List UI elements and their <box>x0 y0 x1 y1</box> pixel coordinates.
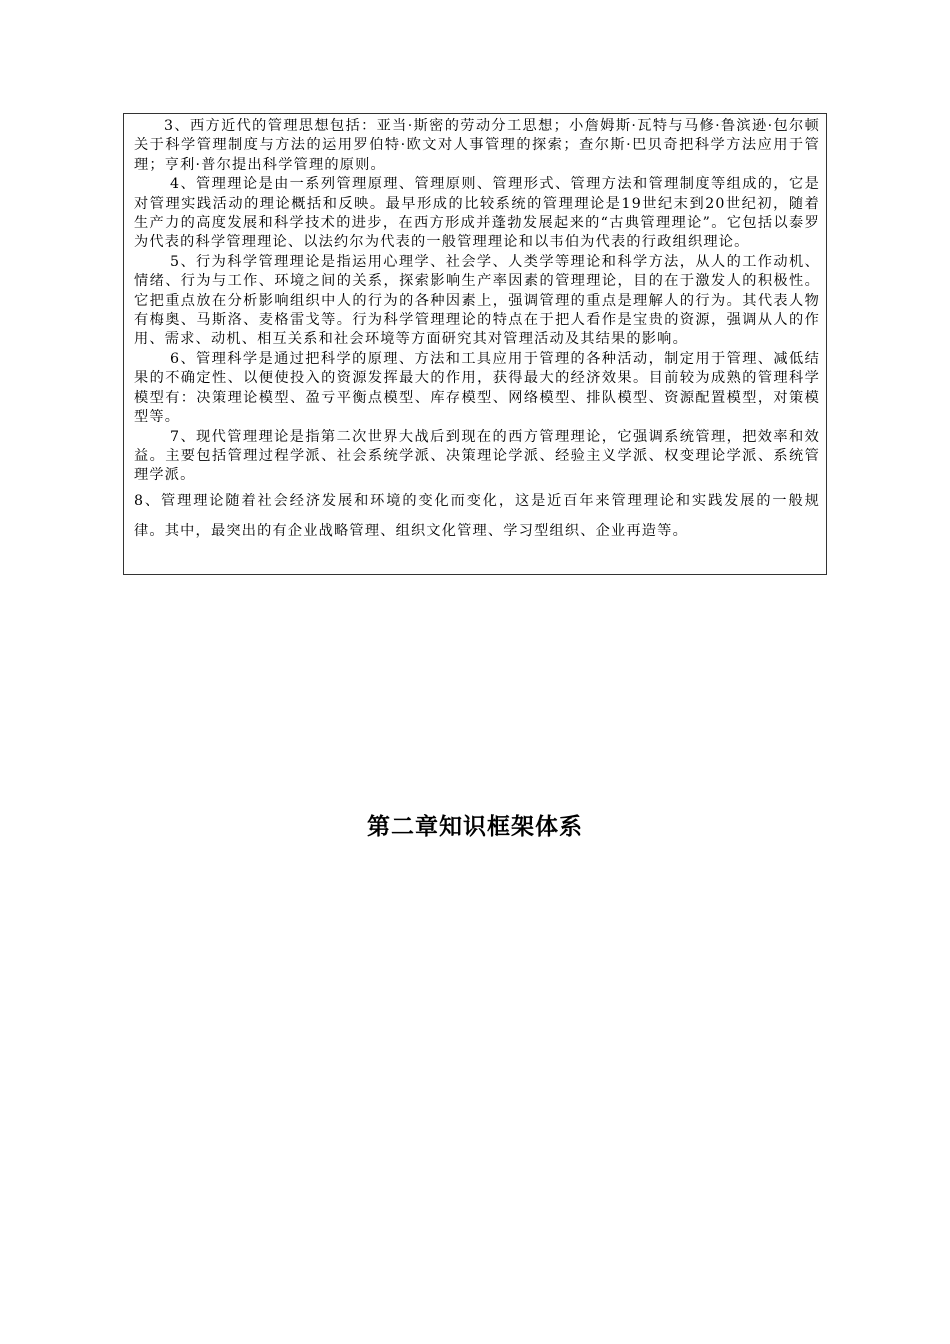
paragraph-3-western-modern-thought: 3、西方近代的管理思想包括：亚当·斯密的劳动分工思想；小詹姆斯·瓦特与马修·鲁滨逊·包尔顿关于科学管理制度与方法的运用罗伯特·欧文对人事管理的探索；查尔斯·巴贝奇把科学方法应用于管理；亨利·普尔提出科学管理的原则。 <box>134 118 820 173</box>
paragraph-4-management-theory: 4、管理理论是由一系列管理原理、管理原则、管理形式、管理方法和管理制度等组成的，它是对管理实践活动的理论概括和反映。最早形成的比较系统的管理理论是19世纪末到20世纪初，随着生产力的高度发展和科学技术的进步，在西方形成并蓬勃发展起来的“古典管理理论”。它包括以泰罗为代表的科学管理理论、以法约尔为代表的一般管理理论和以韦伯为代表的行政组织理论。 <box>134 176 820 251</box>
paragraph-6-management-science: 6、管理科学是通过把科学的原理、方法和工具应用于管理的各种活动，制定用于管理、减低结果的不确定性、以便使投入的资源发挥最大的作用，获得最大的经济效果。目前较为成熟的管理科学模型有：决策理论模型、盈亏平衡点模型、库存模型、网络模型、排队模型、资源配置模型，对策模型等。 <box>134 350 820 426</box>
paragraph-7-modern-management-theory: 7、现代管理理论是指第二次世界大战后到现在的西方管理理论，它强调系统管理，把效率和效益。主要包括管理过程学派、社会系统学派、决策理论学派、经验主义学派、权变理论学派、系统管理学派。 <box>134 428 820 484</box>
paragraph-5-behavioral-science: 5、行为科学管理理论是指运用心理学、社会学、人类学等理论和科学方法，从人的工作动机、情绪、行为与工作、环境之间的关系，探索影响生产率因素的管理理论，目的在于激发人的积极性。它把重点放在分析影响组织中人的行为的各种因素上，强调管理的重点是理解人的行为。其代表人物有梅奥、马斯洛、麦格雷戈等。行为科学管理理论的特点在于把人看作是宝贵的资源，强调从人的作用、需求、动机、相互关系和社会环境等方面研究其对管理活动及其结果的影响。 <box>134 253 820 348</box>
content-table-cell <box>123 113 827 575</box>
chapter-title: 第二章知识框架体系 <box>367 814 583 840</box>
paragraph-8-management-evolution: 8、管理理论随着社会经济发展和环境的变化而变化，这是近百年来管理理论和实践发展的一般规律。其中，最突出的有企业战略管理、组织文化管理、学习型组织、企业再造等。 <box>134 492 820 539</box>
